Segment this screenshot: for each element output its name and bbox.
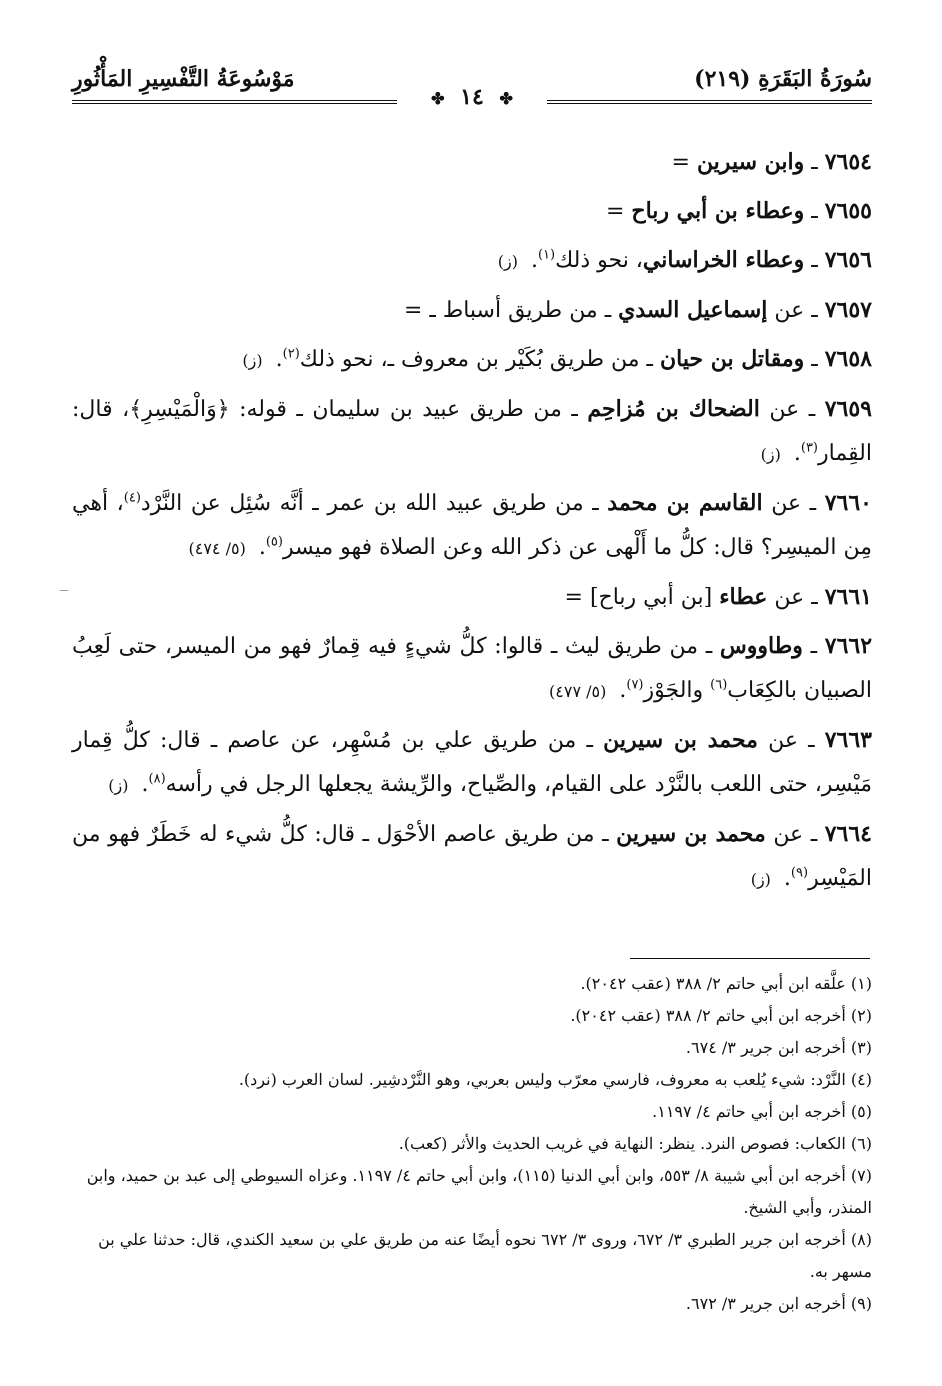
ornament-icon: ✤ [431, 89, 445, 108]
entry-number: ٧٦٦٢ [824, 633, 873, 659]
entry-dash: ـ عن [759, 397, 825, 422]
entry-text: ـ من طريق عبيد بن سليمان ـ قوله: ﴿وَالْمَيْسِرِ﴾، قال: القِمار [72, 397, 872, 466]
narration-entry [72, 238, 872, 284]
entry-text-tail: . [134, 772, 149, 797]
entry-text: ـ من طريق أسباط ـ = [403, 298, 619, 323]
surah-name: سُورَةُ البَقَرَةِ [758, 66, 872, 92]
entry-dash: ـ [804, 347, 825, 372]
entry-text-tail: . [612, 678, 627, 703]
narrator-name: وطاووس [719, 633, 803, 659]
entry-text: = [671, 150, 697, 175]
entry-number: ٧٦٦٣ [824, 727, 872, 753]
footnote-marker[interactable]: (١) [537, 247, 556, 263]
entry-text: ، نحو ذلك [555, 248, 643, 273]
entry-number: ٧٦٥٦ [824, 247, 872, 273]
footnote-marker[interactable]: (٩) [790, 865, 809, 881]
footnote: (١) علَّقه ابن أبي حاتم ٢/ ٣٨٨ (عقب ٢٠٤٢). [580, 974, 872, 993]
narrator-name: القاسم بن محمد [607, 490, 763, 516]
narrator-name: عطاء [719, 584, 768, 610]
narration-entry [72, 812, 872, 902]
narration-entry [72, 624, 872, 714]
entry-number: ٧٦٥٨ [824, 346, 872, 372]
entry-text: ـ من طريق عبيد الله بن عمر ـ أنَّه سُئِل عن النَّرْد [140, 491, 608, 516]
entry-text-tail: . [776, 866, 791, 891]
footnote-marker[interactable]: (٧) [626, 677, 644, 693]
entry-dash: ـ [802, 634, 825, 659]
ornament-icon: ✤ [499, 89, 513, 108]
entry-number: ٧٦٥٩ [824, 396, 872, 422]
entry-reference: (ز) [108, 776, 129, 795]
footnotes [72, 968, 872, 1320]
footnote: (٥) أخرجه ابن أبي حاتم ٤/ ١١٩٧. [652, 1102, 872, 1121]
entry-number: ٧٦٥٥ [824, 198, 872, 224]
entry-reference: (ز) [242, 351, 263, 370]
footnote: (٩) أخرجه ابن جرير ٣/ ٦٧٢. [685, 1294, 872, 1313]
narration-entry [72, 575, 872, 620]
entry-text-tail: والجَوْز [643, 678, 711, 703]
footnote: (٦) الكعاب: فصوص النرد. ينظر: النهاية في غريب الحديث والأثر (كعب). [398, 1134, 872, 1153]
narrator-name: ومقاتل بن حيان [659, 346, 805, 372]
entry-text-tail: . [786, 441, 801, 466]
entry-text-tail: . [251, 535, 266, 560]
entry-text: [بن أبي رباح] = [564, 585, 720, 610]
narration-entry [72, 387, 872, 477]
narrations-list [72, 140, 872, 906]
narrator-name: إسماعيل السدي [618, 297, 768, 323]
entry-reference: (ز) [750, 870, 771, 889]
entry-text: ـ من طريق علي بن مُسْهِر، عن عاصم ـ قال: كلُّ قِمار مَيْسِر، حتى اللعب بالنَّرْد على القيام، والصِّياح، والرِّيشة يجعلها الرجل في رأسه [72, 728, 872, 797]
narrator-name: محمد بن سيرين [603, 727, 758, 753]
footnote-marker[interactable]: (٦) [710, 677, 728, 693]
narrator-name: وابن سيرين [696, 149, 805, 175]
entry-text-tail: . [523, 248, 538, 273]
footnote: (٢) أخرجه ابن أبي حاتم ٢/ ٣٨٨ (عقب ٢٠٤٢). [570, 1006, 872, 1025]
footnote: (٤) النَّرْد: شيء يُلعب به معروف، فارسي معرّب وليس بعربي، وهو النَّرْدشِير. لسان العرب (نرد). [238, 1070, 872, 1089]
narration-entry [72, 481, 872, 571]
entry-dash: ـ عن [757, 728, 825, 753]
footnote-marker[interactable]: (٨) [148, 771, 166, 787]
entry-dash: ـ [804, 150, 825, 175]
margin-mark [60, 590, 68, 591]
narrator-name: وعطاء الخراساني [642, 247, 805, 273]
verse-number: (٢١٩) [694, 66, 751, 92]
page-number-block [72, 84, 872, 110]
entry-number: ٧٦٦١ [824, 584, 872, 610]
entry-text: ـ من طريق بُكَيْر بن معروف ـ، نحو ذلك [299, 347, 660, 372]
narrator-name: محمد بن سيرين [616, 821, 766, 847]
entry-text: ـ من طريق عاصم الأحْوَل ـ قال: كلُّ شيء له خَطَرٌ فهو من المَيْسِر [72, 822, 872, 891]
entry-reference: (٥/ ٤٧٤) [188, 539, 246, 558]
entry-number: ٧٦٦٤ [824, 821, 872, 847]
entry-text: ـ من طريق ليث ـ قالوا: كلُّ شيءٍ فيه قِمارٌ فهو من الميسر، حتى لَعِبُ الصبيان بالكِعَاب [72, 634, 872, 703]
entry-text: = [605, 199, 632, 224]
narrator-name: الضحاك بن مُزاحِم [587, 396, 760, 422]
entry-dash: ـ عن [765, 822, 825, 847]
footnote-marker[interactable]: (٢) [282, 346, 300, 362]
narrator-name: وعطاء بن أبي رباح [631, 198, 805, 224]
footnote: (٨) أخرجه ابن جرير الطبري ٣/ ٦٧٢، وروى ٣/ ٦٧٢ نحوه أيضًا عنه من طريق علي بن سعيد الكندي، قال: حدثنا علي بن مسهر به. [98, 1230, 872, 1281]
entry-dash: ـ عن [762, 491, 825, 516]
narration-entry [72, 337, 872, 383]
book-title: مَوْسُوعَةُ التَّفْسِيرِ المَأْثُورِ [72, 66, 295, 92]
entry-dash: ـ عن [767, 298, 825, 323]
entry-text-tail: . [268, 347, 283, 372]
narration-entry [72, 288, 872, 333]
narration-entry [72, 140, 872, 185]
footnote-divider [630, 958, 870, 959]
page-number: ١٤ [460, 84, 484, 110]
footnote: (٧) أخرجه ابن أبي شيبة ٨/ ٥٥٣، وابن أبي الدنيا (١١٥)، وابن أبي حاتم ٤/ ١١٩٧. وعزاه السيوطي إلى عبد بن حميد، وابن المنذر، وأبي الشيخ. [86, 1166, 872, 1217]
entry-dash: ـ عن [767, 585, 825, 610]
entry-dash: ـ [804, 199, 825, 224]
entry-number: ٧٦٥٧ [824, 297, 872, 323]
entry-dash: ـ [804, 248, 825, 273]
entry-text-tail: ، أهي مِن الميسِر؟ قال: كلُّ ما أَلْهى عن ذكر الله وعن الصلاة فهو ميسر [72, 491, 872, 560]
entry-reference: (ز) [497, 252, 518, 271]
narration-entry [72, 189, 872, 234]
entry-number: ٧٦٦٠ [824, 490, 872, 516]
footnote: (٣) أخرجه ابن جرير ٣/ ٦٧٤. [685, 1038, 872, 1057]
footnote-marker[interactable]: (٤) [123, 490, 141, 506]
entry-reference: (ز) [760, 445, 781, 464]
narration-entry [72, 718, 872, 808]
footnote-marker[interactable]: (٣) [800, 440, 818, 456]
footnote-marker[interactable]: (٥) [265, 534, 283, 550]
entry-number: ٧٦٥٤ [824, 149, 872, 175]
running-header [72, 62, 872, 122]
entry-reference: (٥/ ٤٧٧) [549, 682, 607, 701]
